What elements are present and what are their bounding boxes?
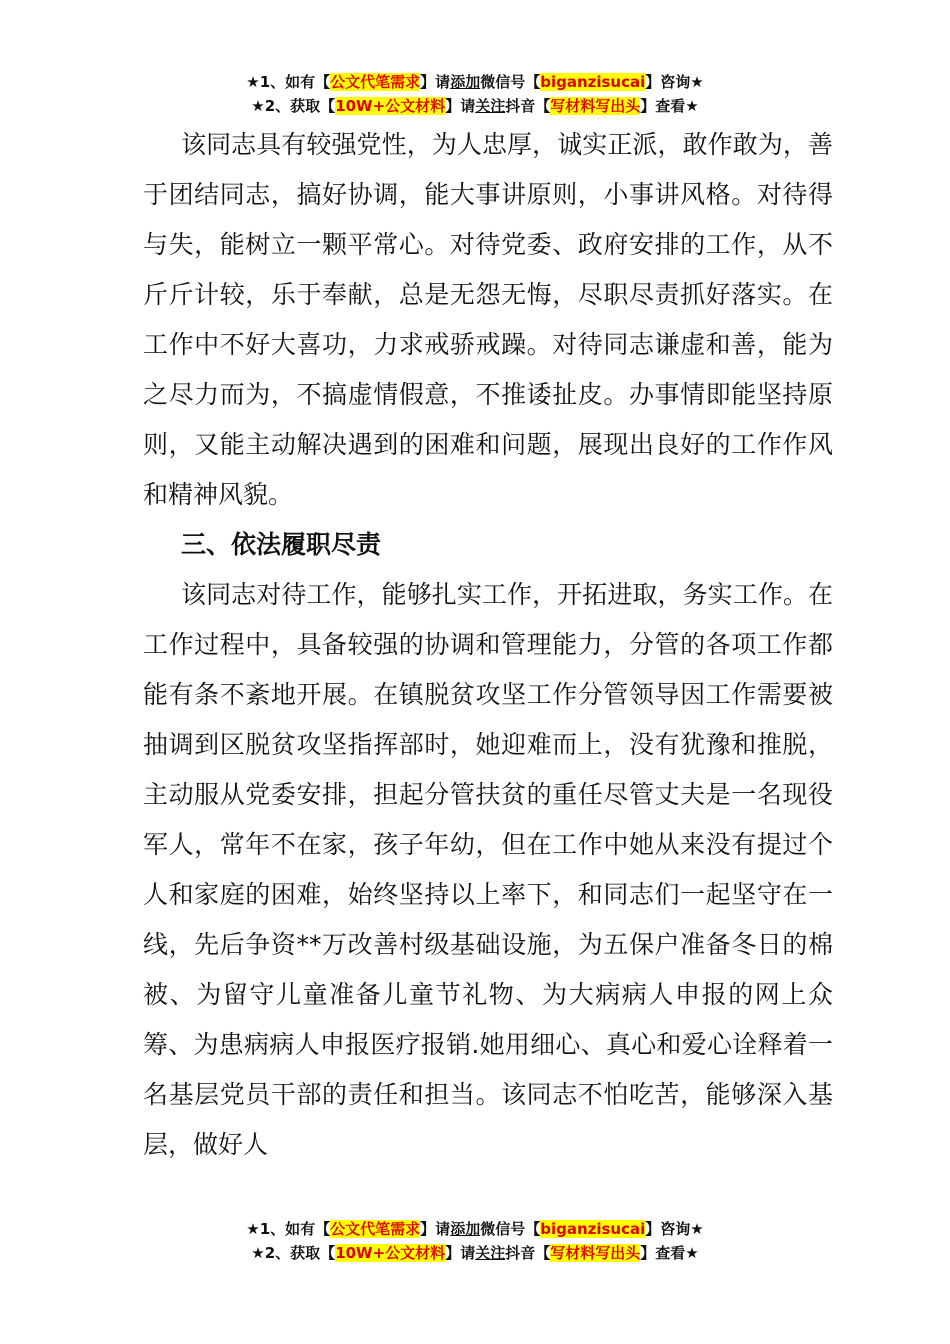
- highlight-ghostwriting: 公文代笔需求: [330, 73, 421, 91]
- banner-text: 】请: [420, 73, 451, 91]
- banner-text: 】咨询★: [645, 1220, 704, 1238]
- banner-text: 】请: [420, 1220, 451, 1238]
- highlight-materials: 10W+公文材料: [335, 97, 446, 115]
- highlight-douyin-account: 写材料写出头: [550, 1244, 641, 1262]
- banner-underlined-text: 关注: [475, 1244, 506, 1262]
- banner-line-2: [0, 94, 950, 118]
- wechat-id: biganzisucai: [540, 1220, 646, 1238]
- document-body: [143, 120, 833, 1170]
- paragraph-character: 该同志具有较强党性，为人忠厚，诚实正派，敢作敢为，善于团结同志，搞好协调，能大事讲原则，小事讲风格。对待得与失，能树立一颗平常心。对待党委、政府安排的工作，从不斤斤计较，乐于奉献，总是无怨无悔，尽职尽责抓好落实。在工作中不好大喜功，力求戒骄戒躁。对待同志谦虚和善，能为之尽力而为，不搞虚情假意，不推诿扯皮。办事情即能坚持原则，又能主动解决遇到的困难和问题，展现出良好的工作作风和精神风貌。: [143, 130, 833, 509]
- highlight-ghostwriting: 公文代笔需求: [330, 1220, 421, 1238]
- banner-text: 微信号【: [480, 1220, 541, 1238]
- banner-text: 抖音【: [505, 97, 551, 115]
- banner-line-1: [0, 70, 950, 94]
- banner-line-2: [0, 1241, 950, 1265]
- banner-text: ★1、如有【: [246, 73, 331, 91]
- highlight-materials: 10W+公文材料: [335, 1244, 446, 1262]
- paragraph-duty: 该同志对待工作，能够扎实工作，开拓进取，务实工作。在工作过程中，具备较强的协调和管理能力，分管的各项工作都能有条不紊地开展。在镇脱贫攻坚工作分管领导因工作需要被抽调到区脱贫攻坚指挥部时，她迎难而上，没有犹豫和推脱，主动服从党委安排，担起分管扶贫的重任尽管丈夫是一名现役军人，常年不在家，孩子年幼，但在工作中她从来没有提过个人和家庭的困难，始终坚持以上率下，和同志们一起坚守在一线，先后争资**万改善村级基础设施，为五保户准备冬日的棉被、为留守儿童准备儿童节礼物、为大病病人申报的网上众筹、为患病病人申报医疗报销.她用细心、真心和爱心诠释着一名基层党员干部的责任和担当。该同志不怕吃苦，能够深入基层，做好人: [143, 580, 833, 1159]
- banner-text: ★2、获取【: [251, 1244, 336, 1262]
- highlight-douyin-account: 写材料写出头: [550, 97, 641, 115]
- banner-underlined-text: 关注: [475, 97, 506, 115]
- banner-underlined-text: 添加: [450, 73, 481, 91]
- banner-line-1: [0, 1217, 950, 1241]
- section-heading-3: 三、依法履职尽责: [181, 530, 382, 559]
- wechat-id: biganzisucai: [540, 73, 646, 91]
- banner-text: 】请: [445, 97, 476, 115]
- footer-banner: [0, 1217, 950, 1265]
- banner-text: 】查看★: [640, 97, 699, 115]
- banner-underlined-text: 添加: [450, 1220, 481, 1238]
- banner-text: 微信号【: [480, 73, 541, 91]
- banner-text: 】请: [445, 1244, 476, 1262]
- banner-text: 】查看★: [640, 1244, 699, 1262]
- banner-text: 抖音【: [505, 1244, 551, 1262]
- banner-text: ★1、如有【: [246, 1220, 331, 1238]
- banner-text: ★2、获取【: [251, 97, 336, 115]
- header-banner: [0, 70, 950, 118]
- banner-text: 】咨询★: [645, 73, 704, 91]
